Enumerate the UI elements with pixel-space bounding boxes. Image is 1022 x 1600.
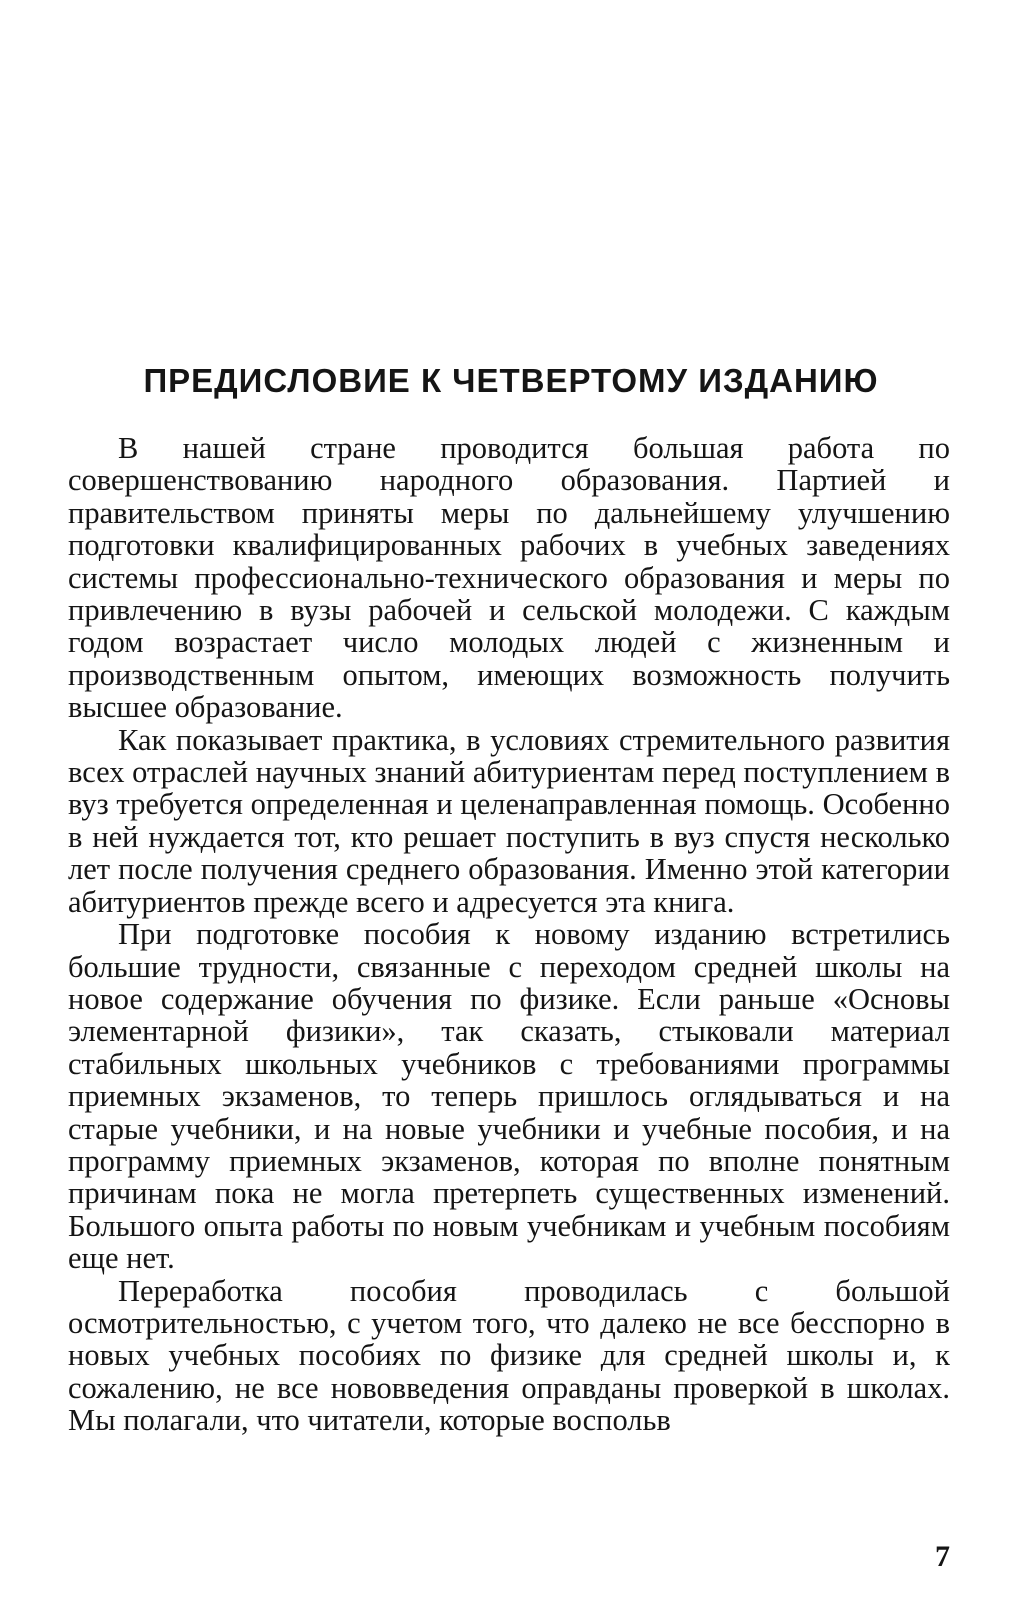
paragraph-3: При подготовке пособия к новому изданию встретились большие трудности, связанные с переходом средней школы на новое содержание обучения по физике. Если раньше «Основы элементарной физики», так сказать, стыковали материал стабильных школьных учебников с требованиями программы приемных экзаменов, то теперь пришлось оглядываться и на старые учебники, и на новые учебники и учебные пособия, и на программу приемных экзаменов, которая по вполне понятным причинам пока не могла претерпеть существенных изменений. Большого опыта работы по новым учебникам и учебным пособиям еще нет. (68, 917, 950, 1276)
page-number: 7 (935, 1540, 950, 1573)
section-heading: ПРЕДИСЛОВИЕ К ЧЕТВЕРТОМУ ИЗДАНИЮ (143, 362, 879, 399)
paragraph-4: Переработка пособия проводилась с большой осмотрительностью, с учетом того, что далеко не все бесспорно в новых учебных пособиях по физике для средней школы и, к сожалению, не все нововведения оправданы проверкой в школах. Мы полагали, что читатели, которые воспольв (68, 1273, 950, 1438)
paragraph-2: Как показывает практика, в условиях стремительного развития всех отраслей научных знаний абитуриентам перед поступлением в вуз требуется определенная и целенаправленная помощь. Особенно в ней нуждается тот, кто решает поступить в вуз спустя несколько лет после получения среднего образования. Именно этой категории абитуриентов прежде всего и адресуется эта книга. (68, 722, 950, 919)
paragraph-1: В нашей стране проводится большая работа по совершенствованию народного образования. Партией и правительством приняты меры по дальнейшему улучшению подготовки квалифицированных рабочих в учебных заведениях системы профессионально-технического образования и меры по привлечению в вузы рабочей и сельской молодежи. С каждым годом возрастает число молодых людей с жизненным и производственным опытом, имеющих возможность получить высшее образование. (68, 431, 950, 725)
body-text (68, 432, 950, 1437)
